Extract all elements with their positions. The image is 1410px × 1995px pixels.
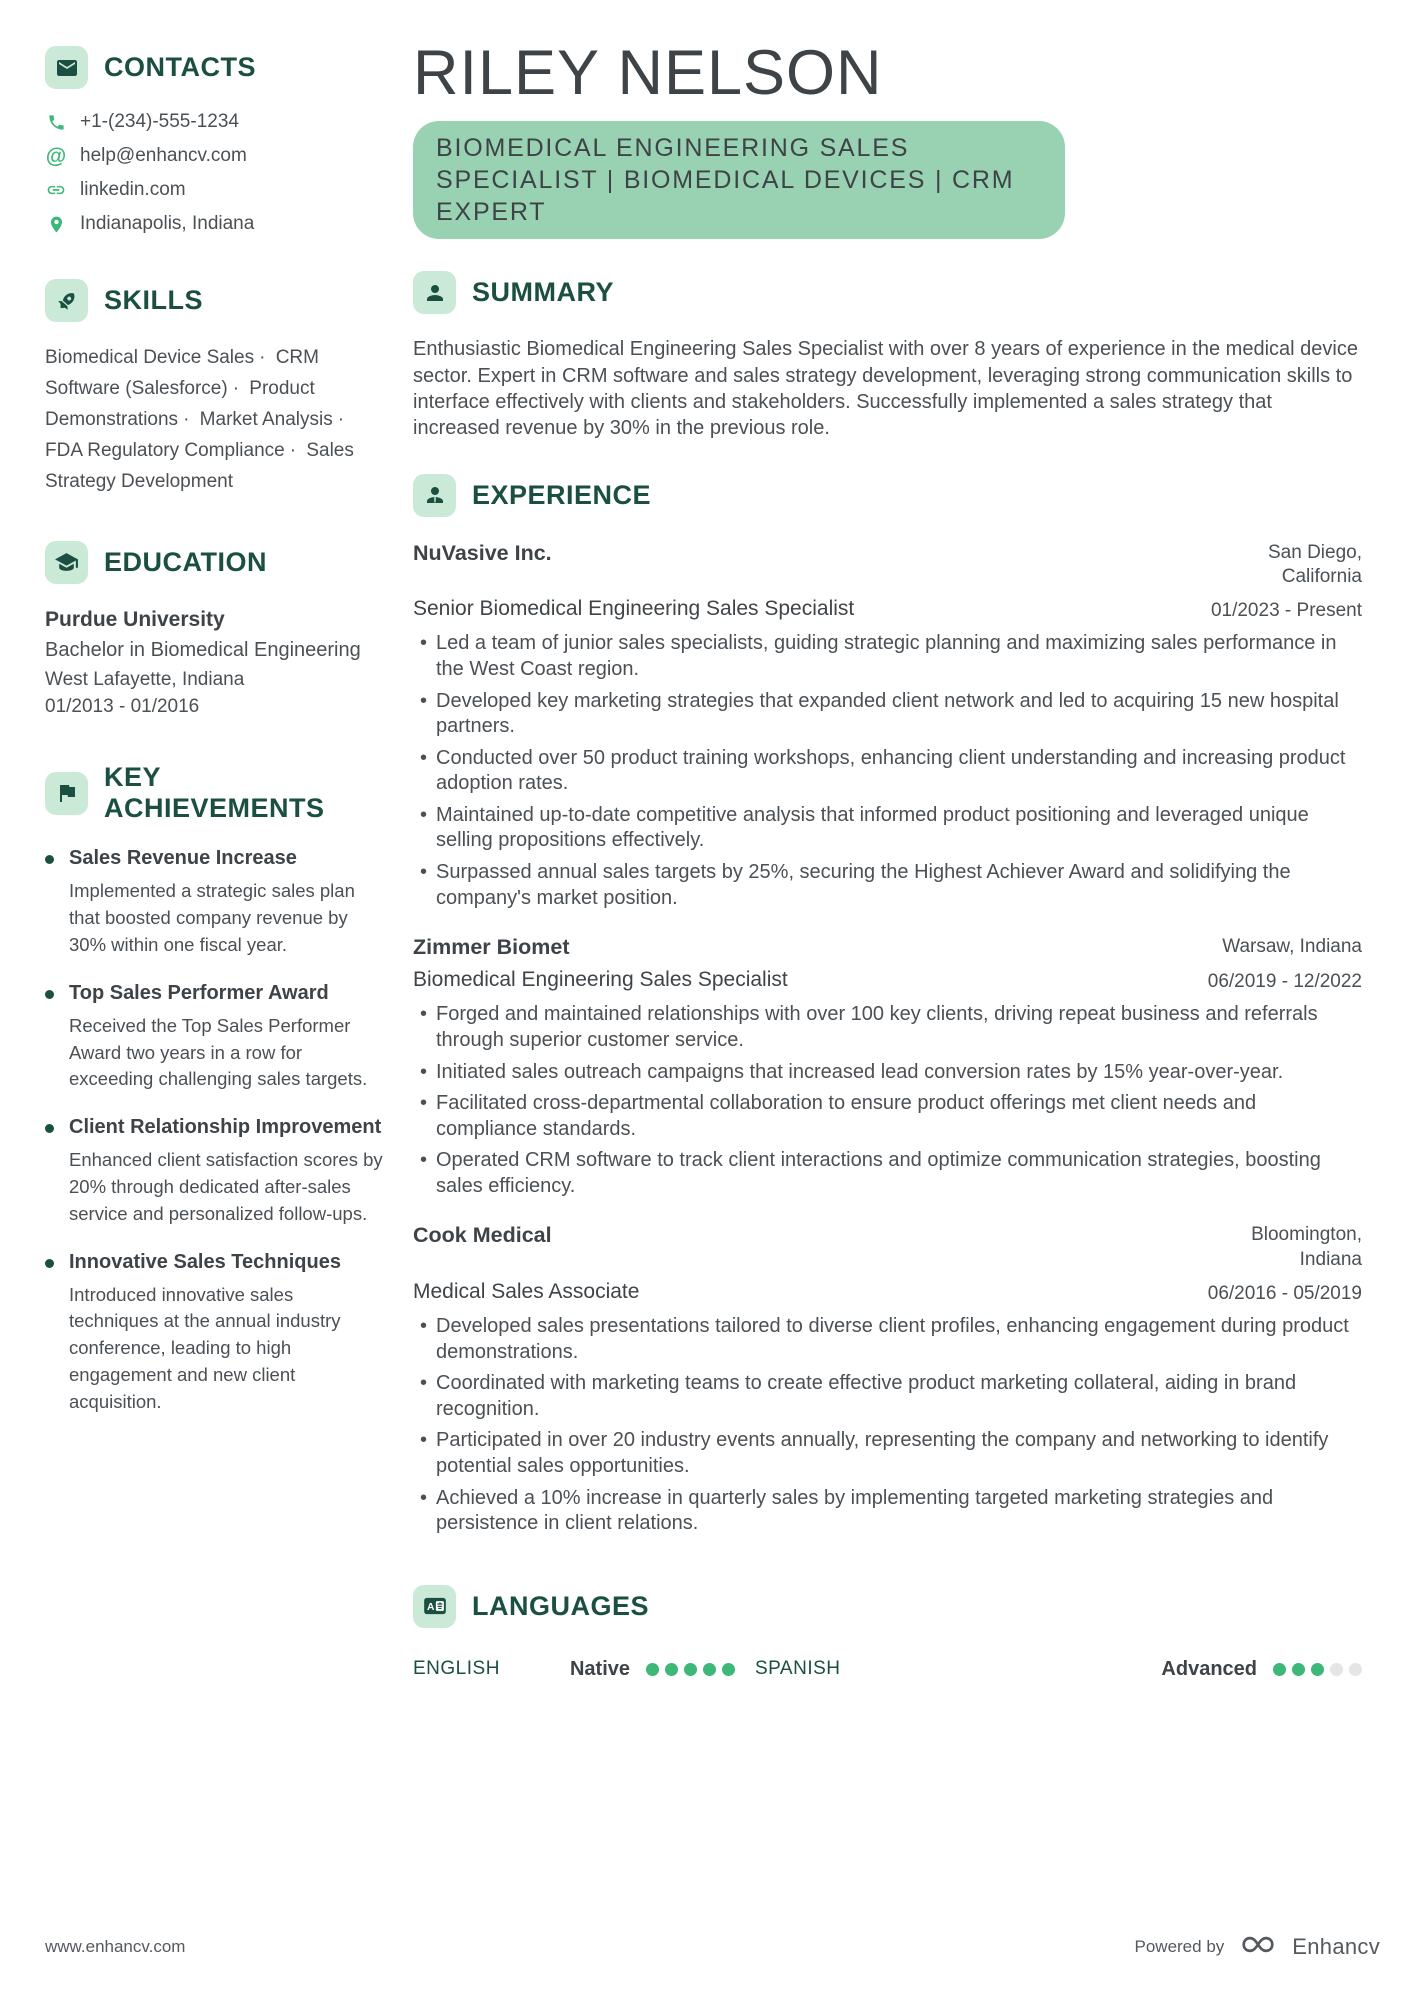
education-entry (45, 606, 383, 718)
job-dates: 06/2016 - 05/2019 (1207, 1283, 1362, 1305)
location-icon (45, 213, 67, 235)
summary-text: Enthusiastic Biomedical Engineering Sales Specialist with over 8 years of experience in the medical device sector. Expert in CRM software and sales strategy development, leveraging strong communication skills to interface effectively with clients and stakeholders. Successfully implemented a sales strategy that increased revenue by 30% in the previous role. (413, 338, 1358, 440)
job-dates: 01/2023 - Present (1210, 600, 1362, 622)
skill: Sales Strategy Development (45, 440, 354, 492)
bullet-dot (45, 990, 54, 999)
job-bullet: • Surpassed annual sales targets by 25%, securing the Highest Achiever Award and solidifying the company's market position. (413, 860, 1361, 911)
contacts-header (45, 46, 383, 89)
footer-branding (1135, 1931, 1381, 1963)
proficiency-dots (1273, 1663, 1362, 1676)
job-position: Senior Biomedical Engineering Sales Specialist (413, 597, 855, 621)
contact-list (45, 111, 383, 235)
education-title: EDUCATION (104, 547, 267, 577)
language-entry (755, 1658, 1362, 1681)
job-position: Biomedical Engineering Sales Specialist (413, 968, 788, 992)
experience-section (413, 474, 1362, 1537)
job-location: Bloomington, Indiana (1251, 1224, 1362, 1271)
enhancv-brand-text: Enhancv (1292, 1934, 1380, 1959)
skill-separator: · (183, 409, 190, 430)
svg-text:A: A (426, 1602, 434, 1614)
job-bullet: • Developed key marketing strategies that expanded client network and led to acquiring 15 new hospital partners. (413, 689, 1361, 740)
job-dates: 06/2019 - 12/2022 (1207, 971, 1362, 993)
achievement-description: Received the Top Sales Performer Award two years in a row for exceeding challenging sales targets. (69, 1014, 368, 1090)
job-bullet: • Facilitated cross-departmental collaboration to ensure product offerings met client needs and compliance standards. (413, 1091, 1361, 1142)
proficiency-dots (646, 1663, 735, 1676)
job-bullets (413, 631, 1362, 911)
job-bullet: • Developed sales presentations tailored to diverse client profiles, enhancing engagement during product demonstrations. (413, 1314, 1361, 1365)
job-bullet: • Participated in over 20 industry events annually, representing the company and networking to identify potential sales opportunities. (413, 1428, 1361, 1479)
summary-section (413, 271, 1362, 442)
phone-icon (45, 111, 67, 133)
summary-title: SUMMARY (472, 277, 614, 308)
linkedin-text[interactable]: linkedin.com (80, 179, 186, 200)
company-name: NuVasive Inc. (413, 540, 552, 565)
summary-header (413, 271, 1362, 314)
bullet-dot (45, 1124, 54, 1133)
skill: Biomedical Device Sales (45, 347, 255, 368)
powered-by-label: Powered by (1134, 1937, 1225, 1956)
achievement-title: Top Sales Performer Award (69, 981, 329, 1004)
language-name: SPANISH (755, 1658, 841, 1680)
job-bullet: • Achieved a 10% increase in quarterly sales by implementing targeted marketing strategies and persistence in client relations. (413, 1486, 1361, 1537)
contacts-section (45, 46, 383, 235)
achievement-item (45, 846, 383, 958)
skills-section (45, 279, 383, 497)
location-text: Indianapolis, Indiana (80, 213, 255, 234)
footer-website[interactable]: www.enhancv.com (45, 1937, 186, 1956)
contact-phone (45, 111, 383, 133)
job-position: Medical Sales Associate (413, 1279, 640, 1303)
achievement-title: Sales Revenue Increase (69, 847, 297, 870)
candidate-name: RILEY NELSON (413, 38, 883, 108)
sidebar (45, 40, 397, 1681)
skill-separator: · (232, 378, 240, 399)
skill: CRM Software (Salesforce) (45, 347, 319, 399)
job-bullet: • Forged and maintained relationships with over 100 key clients, driving repeat business and referrals through superior customer service. (413, 1002, 1361, 1053)
experience-header (413, 474, 1362, 517)
translate-icon (413, 1585, 456, 1628)
education-dates: 01/2013 - 01/2016 (45, 696, 200, 718)
experience-title: EXPERIENCE (472, 479, 652, 510)
bullet-dot (45, 1259, 54, 1268)
languages-row (413, 1658, 1362, 1681)
link-icon (45, 179, 67, 201)
skills-list (45, 342, 383, 497)
education-section (45, 541, 383, 718)
person-icon (413, 271, 456, 314)
education-header (45, 541, 383, 584)
achievement-description: Introduced innovative sales techniques at the annual industry conference, leading to high engagement and new client acquisition. (69, 1283, 341, 1412)
languages-section (413, 1585, 1362, 1681)
skills-header (45, 279, 383, 322)
skill: FDA Regulatory Compliance (45, 440, 285, 461)
achievement-title: Innovative Sales Techniques (69, 1250, 341, 1273)
school-name: Purdue University (45, 608, 225, 631)
job-location: San Diego, California (1267, 541, 1362, 588)
skill-separator: · (259, 347, 266, 368)
contact-location (45, 213, 383, 235)
job-bullet: • Operated CRM software to track client interactions and optimize communication strategies, boosting sales efficiency. (413, 1148, 1361, 1199)
job-entry (413, 1223, 1362, 1536)
job-location: Warsaw, Indiana (1222, 936, 1362, 958)
contacts-title: CONTACTS (104, 52, 256, 82)
languages-title: LANGUAGES (472, 1590, 650, 1621)
job-title-banner: BIOMEDICAL ENGINEERING SALES SPECIALIST | BIOMEDICAL DEVICES | CRM EXPERT (413, 121, 1065, 239)
school-location: West Lafayette, Indiana (45, 669, 245, 691)
achievements-header (45, 762, 383, 824)
job-bullet: • Conducted over 50 product training workshops, enhancing client understanding and increasing product adoption rates. (413, 746, 1361, 797)
enhancv-logo-icon (1236, 1931, 1280, 1963)
skill: Market Analysis (199, 409, 333, 430)
job-bullets (413, 1314, 1362, 1537)
job-entry (413, 935, 1362, 1199)
achievement-item (45, 1250, 383, 1416)
job-bullet: • Coordinated with marketing teams to create effective product marketing collateral, aiding in brand recognition. (413, 1371, 1361, 1422)
achievements-section (45, 762, 383, 1415)
achievement-description: Implemented a strategic sales plan that boosted company revenue by 30% within one fiscal year. (69, 880, 355, 955)
skill: Product Demonstrations (45, 378, 315, 430)
achievements-title: KEY ACHIEVEMENTS (104, 762, 325, 824)
achievement-item (45, 981, 383, 1093)
language-level: Native (569, 1657, 630, 1680)
achievement-title: Client Relationship Improvement (69, 1116, 382, 1139)
language-name: ENGLISH (413, 1658, 500, 1680)
skill-separator: · (289, 440, 297, 461)
flag-icon (45, 772, 88, 815)
achievement-item (45, 1115, 383, 1227)
company-name: Zimmer Biomet (413, 935, 570, 960)
job-entry (413, 541, 1362, 912)
phone-text: +1-(234)-555-1234 (80, 111, 239, 132)
bullet-dot (45, 855, 54, 864)
at-icon: @ (45, 144, 67, 168)
job-bullet: • Initiated sales outreach campaigns that increased lead conversion rates by 15% year-over-year. (413, 1060, 1361, 1086)
language-level: Advanced (1161, 1657, 1257, 1680)
rocket-icon (45, 279, 88, 322)
job-bullet: • Led a team of junior sales specialists, guiding strategic planning and maximizing sales performance in the West Coast region. (413, 631, 1361, 682)
envelope-icon (45, 46, 88, 89)
businessperson-icon (413, 474, 456, 517)
languages-header (413, 1585, 1362, 1628)
email-text[interactable]: help@enhancv.com (80, 145, 247, 166)
job-bullets (413, 1002, 1362, 1199)
graduation-cap-icon (45, 541, 88, 584)
achievement-description: Enhanced client satisfaction scores by 20% through dedicated after-sales service and personalized follow-ups. (69, 1149, 383, 1224)
skills-title: SKILLS (104, 285, 204, 315)
skill-separator: · (337, 409, 345, 430)
job-bullet: • Maintained up-to-date competitive analysis that informed product positioning and leveraged unique selling propositions effectively. (413, 803, 1361, 854)
company-name: Cook Medical (413, 1223, 552, 1248)
contact-linkedin[interactable] (45, 179, 383, 201)
degree: Bachelor in Biomedical Engineering (45, 639, 361, 662)
language-entry (413, 1658, 735, 1681)
main-column (397, 40, 1362, 1681)
contact-email[interactable] (45, 145, 383, 167)
